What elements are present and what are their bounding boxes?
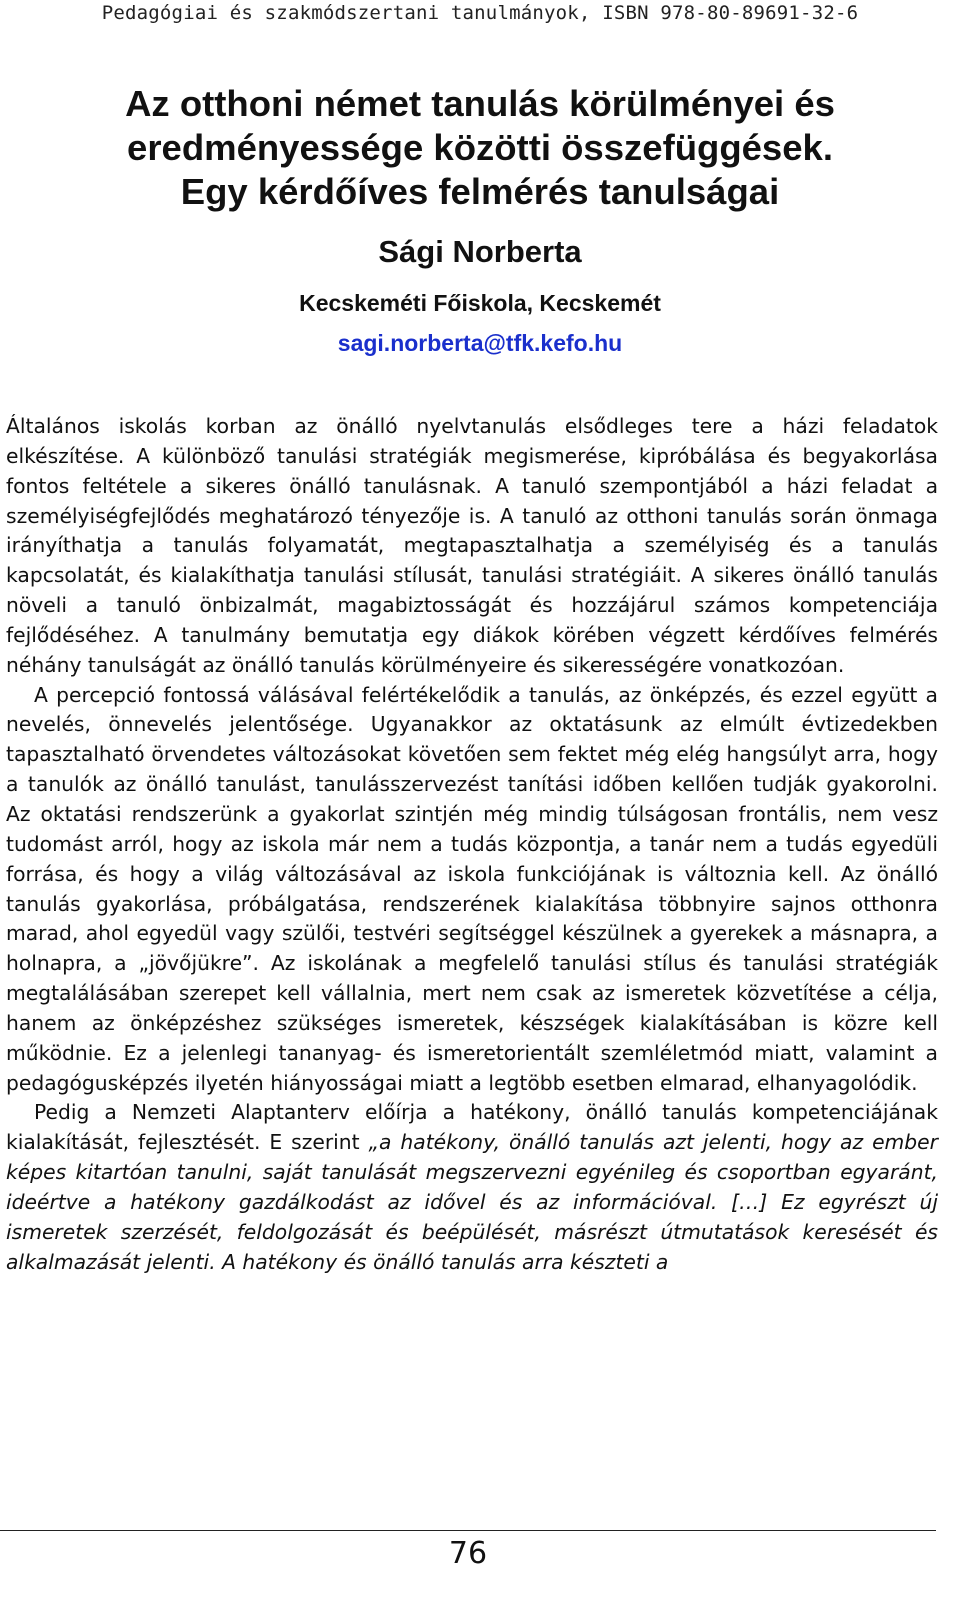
article-title: [0, 82, 960, 214]
article-title-line-2: eredményessége közötti összefüggések.: [127, 127, 833, 168]
article-body: [6, 412, 938, 1277]
paragraph-text: Pedig a Nemzeti Alaptanterv előírja a hatékony, önálló tanulás kompetenciájának kialakítását, fejlesztését. E szerint: [6, 1100, 938, 1155]
body-paragraph-with-quote: [6, 1098, 938, 1277]
body-paragraph: A percepció fontossá válásával felértékelődik a tanulás, az önképzés, és ezzel együtt a nevelés, önnevelés jelentősége. Ugyanakkor az oktatásunk az elmúlt évtizedekben tapasztalható örvendetes változásokat követően sem fektet még elég hangsúlyt arra, hogy a tanulók az önálló tanulást, tanulásszervezést tanítási időben kellően tudják gyakorolni. Az oktatási rendszerünk a gyakorlat szintjén még mindig túlságosan frontális, nem vesz tudomást arról, hogy az iskola már nem a tudás központja, a tanár nem a tudás egyedüli forrása, és hogy a világ változásával az iskola funkciójának is változnia kell. Az önálló tanulás gyakorlása, próbálgatása, rendszerének kialakítása többnyire sajnos otthonra marad, ahol egyedül vagy szülői, testvéri segítséggel készülnek a gyerekek a másnapra, a holnapra, a „jövőjükre”. Az iskolának a megfelelő tanulási stílus és tanulási stratégiák megtalálásában szerepet kell vállalnia, mert nem csak az ismeretek közvetítése a célja, hanem az önképzéshez szükséges ismeretek, készségek kialakításában is közre kell működnie. Ez a jelenlegi tananyag- és ismeretorientált szemléletmód miatt, valamint a pedagógusképzés ilyetén hiányosságai miatt a legtöbb esetben elmarad, elhanyagolódik.: [6, 682, 938, 1095]
page-number: 76: [448, 1536, 488, 1571]
footer-divider: [0, 1530, 936, 1531]
abstract-paragraph: Általános iskolás korban az önálló nyelvtanulás elsődleges tere a házi feladatok elkészítése. A különböző tanulási stratégiák megismerése, kipróbálása és begyakorlása fontos feltétele a sikeres önálló tanulásnak. A tanuló szempontjából a házi feladat a személyiségfejlődés meghatározó tényezője is. A tanuló az otthoni tanulás során önmaga irányíthatja a tanulás folyamatát, megtapasztalhatja a személyiség és a tanulás kapcsolatát, és kialakíthatja tanulási stílusát, tanulási stratégiáit. A sikeres önálló tanulás növeli a tanuló önbizalmát, magabiztosságát és hozzájárul számos kompetenciája fejlődéséhez. A tanulmány bemutatja egy diákok körében végzett kérdőíves felmérés néhány tanulságát az önálló tanulás körülményeire és sikerességére vonatkozóan.: [6, 414, 938, 677]
article-title-line-1: Az otthoni német tanulás körülményei és: [125, 83, 835, 124]
running-header: Pedagógiai és szakmódszertani tanulmányok, ISBN 978-80-89691-32-6: [101, 2, 859, 24]
article-title-line-3: Egy kérdőíves felmérés tanulságai: [180, 171, 780, 212]
author-email-link[interactable]: sagi.norberta@tfk.kefo.hu: [337, 330, 623, 356]
author-name: Sági Norberta: [378, 234, 582, 269]
nat-quote: „a hatékony, önálló tanulás azt jelenti, hogy az ember képes kitartóan tanulni, saját tanulását megszervezni egyénileg és csoportban egyaránt, ideértve a hatékony gazdálkodást az idővel és az információval. […] Ez egyrészt új ismeretek szerzését, feldolgozását és beépülését, másrészt útmutatások keresését és alkalmazását jelenti. A hatékony és önálló tanulás arra készteti a: [6, 1130, 939, 1274]
author-affiliation: Kecskeméti Főiskola, Kecskemét: [299, 290, 661, 316]
